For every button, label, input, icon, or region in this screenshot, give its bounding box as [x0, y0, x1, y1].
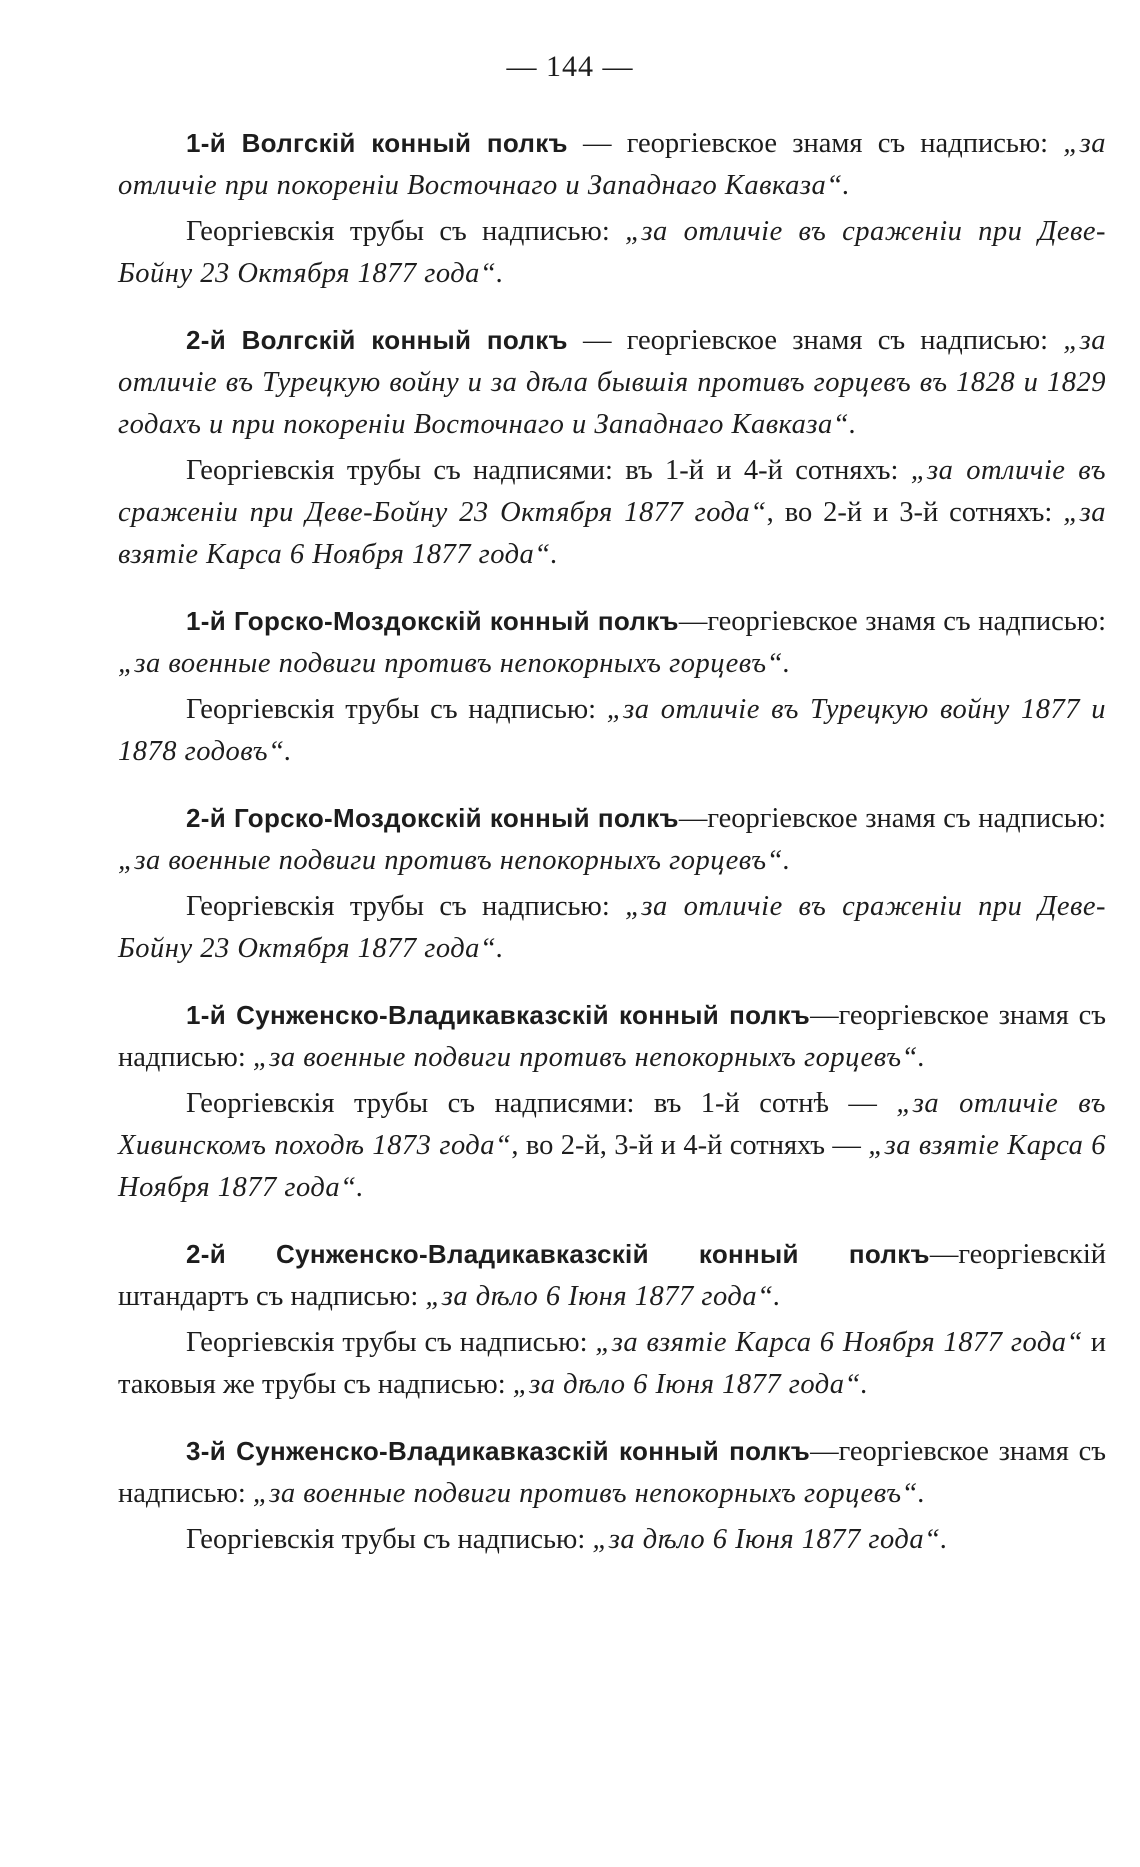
trumpets-text: Георгіевскія трубы съ надписью: — [186, 891, 626, 922]
trumpets-text: Георгіевскія трубы съ надписью: — [186, 1524, 593, 1555]
trumpets-inscription: „за отличіе въ Турецкую войну 1877 и 1878 годовъ“. — [118, 694, 1106, 767]
banner-inscription: „за военные подвиги противъ непокорныхъ горцевъ“. — [252, 1478, 926, 1509]
banner-paragraph — [118, 1233, 1106, 1318]
banner-inscription: „за военные подвиги противъ непокорныхъ горцевъ“. — [252, 1042, 926, 1073]
trumpets-paragraph — [118, 211, 1106, 295]
banner-text: —георгіевское знамя съ надписью: — [118, 1436, 1107, 1509]
regiment-entry — [118, 797, 1106, 970]
trumpets-text-2: , во 2-й, 3-й и 4-й сотняхъ — — [511, 1130, 869, 1161]
banner-paragraph — [118, 600, 1106, 685]
regiment-entry — [118, 1430, 1106, 1561]
banner-inscription: „за отличіе въ Турецкую войну и за дѣла бывшія противъ горцевъ въ 1828 и 1829 годахъ и при покореніи Восточнаго и Западнаго Кавказа“. — [118, 325, 1106, 440]
banner-text: —георгіевскій штандартъ съ надписью: — [118, 1239, 1106, 1312]
trumpets-inscription-2: „за дѣло 6 Іюня 1877 года“. — [512, 1369, 869, 1400]
trumpets-text: Георгіевскія трубы съ надписью: — [186, 216, 626, 247]
text-column — [118, 122, 1106, 1585]
regiment-name: 1-й Горско-Моздокскій конный полкъ — [186, 606, 679, 636]
trumpets-paragraph — [118, 1519, 1106, 1561]
regiment-name: 2-й Волгскій конный полкъ — [186, 325, 568, 355]
banner-paragraph — [118, 994, 1106, 1079]
trumpets-text: Георгіевскія трубы съ надписями: въ 1-й сотнѣ — — [186, 1088, 897, 1119]
regiment-name: 2-й Горско-Моздокскій конный полкъ — [186, 803, 679, 833]
regiment-entry — [118, 122, 1106, 295]
trumpets-text: Георгіевскія трубы съ надписями: въ 1-й и 4-й сотняхъ: — [186, 455, 911, 486]
trumpets-inscription-2: „за взятіе Карса 6 Ноября 1877 года“. — [118, 1130, 1107, 1203]
trumpets-paragraph — [118, 1083, 1106, 1209]
regiment-entry — [118, 994, 1106, 1209]
trumpets-text: Георгіевскія трубы съ надписью: — [186, 1327, 596, 1358]
regiment-name: 1-й Волгскій конный полкъ — [186, 128, 568, 158]
banner-paragraph — [118, 122, 1106, 207]
page-number: — 144 — — [506, 50, 634, 83]
banner-inscription: „за военные подвиги противъ непокорныхъ горцевъ“. — [118, 845, 791, 876]
trumpets-paragraph — [118, 689, 1106, 773]
trumpets-paragraph — [118, 450, 1106, 576]
trumpets-text-2: , во 2-й и 3-й сотняхъ: — [766, 497, 1064, 528]
regiment-name: 1-й Сунженско-Владикавказскій конный полкъ — [186, 1000, 811, 1030]
trumpets-inscription: „за отличіе въ сраженіи при Деве-Бойну 23 Октября 1877 года“. — [118, 891, 1106, 964]
banner-text: — георгіевское знамя съ надписью: — [567, 128, 1064, 159]
regiment-entry — [118, 1233, 1106, 1406]
regiment-entry — [118, 319, 1106, 576]
trumpets-paragraph — [118, 1322, 1106, 1406]
banner-text: — георгіевское знамя съ надписью: — [567, 325, 1064, 356]
trumpets-text-2: и таковыя же трубы съ надписью: — [118, 1327, 1106, 1400]
banner-paragraph — [118, 1430, 1106, 1515]
banner-paragraph — [118, 319, 1106, 446]
banner-text: —георгіевское знамя съ надписью: — [678, 606, 1107, 637]
banner-text: —георгіевское знамя съ надписью: — [118, 1000, 1107, 1073]
banner-inscription: „за дѣло 6 Іюня 1877 года“. — [425, 1281, 782, 1312]
trumpets-text: Георгіевскія трубы съ надписью: — [186, 694, 607, 725]
regiment-name: 2-й Сунженско-Владикавказскій конный полкъ — [186, 1239, 930, 1269]
trumpets-paragraph — [118, 886, 1106, 970]
banner-text: —георгіевское знамя съ надписью: — [678, 803, 1107, 834]
trumpets-inscription: „за дѣло 6 Іюня 1877 года“. — [592, 1524, 949, 1555]
trumpets-inscription: „за отличіе въ сраженіи при Деве-Бойну 23 Октября 1877 года“. — [118, 216, 1106, 289]
regiment-name: 3-й Сунженско-Владикавказскій конный полкъ — [186, 1436, 811, 1466]
banner-inscription: „за военные подвиги противъ непокорныхъ горцевъ“. — [118, 648, 791, 679]
banner-inscription: „за отличіе при покореніи Восточнаго и Западнаго Кавказа“. — [118, 128, 1106, 201]
trumpets-inscription: „за отличіе въ Хивинскомъ походѣ 1873 года“ — [118, 1088, 1106, 1161]
trumpets-inscription: „за взятіе Карса 6 Ноября 1877 года“ — [595, 1327, 1083, 1358]
regiment-entry — [118, 600, 1106, 773]
banner-paragraph — [118, 797, 1106, 882]
trumpets-inscription-2: „за взятіе Карса 6 Ноября 1877 года“. — [118, 497, 1106, 570]
trumpets-inscription: „за отличіе въ сраженіи при Деве-Бойну 23 Октября 1877 года“ — [118, 455, 1106, 528]
